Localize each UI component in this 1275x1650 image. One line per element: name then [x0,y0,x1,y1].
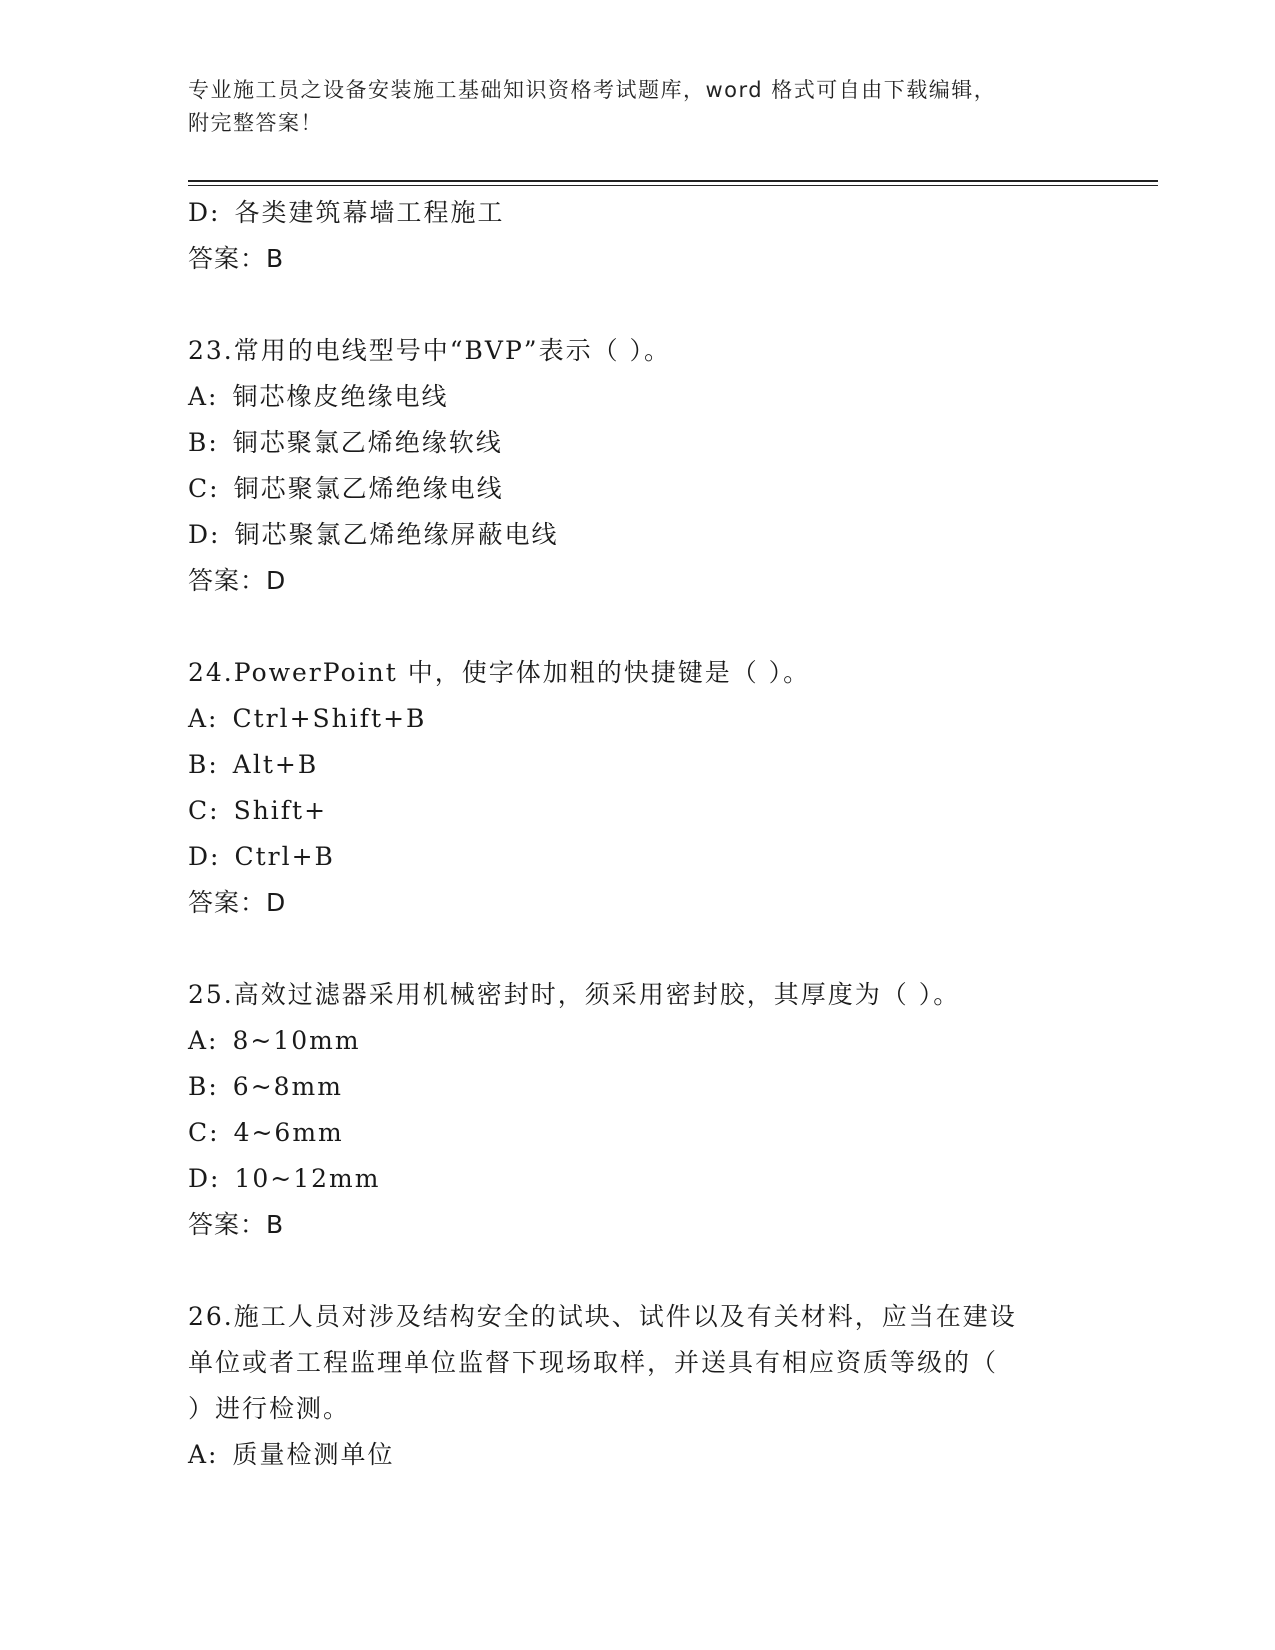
question-stem-line-3: ）进行检测。 [188,1394,351,1423]
option-a: A: 质量检测单位 [188,1440,395,1469]
option-a: A: Ctrl+Shift+B [188,704,427,733]
question-list [188,190,1088,1478]
option-d: D: 各类建筑幕墙工程施工 [188,198,505,227]
option-b: B: 铜芯聚氯乙烯绝缘软线 [188,428,503,457]
option-c: C: 4~6mm [188,1118,344,1147]
question-stem: 25.高效过滤器采用机械密封时，须采用密封胶，其厚度为（ ）。 [188,980,961,1009]
question-stem: 23.常用的电线型号中“BVP”表示（ ）。 [188,336,672,365]
header-divider-thick [188,180,1158,182]
header-line-2: 附完整答案！ [188,111,323,135]
option-c: C: Shift+ [188,796,328,825]
option-d: D: 10~12mm [188,1164,381,1193]
option-d: D: Ctrl+B [188,842,335,871]
question-stem-line-2: 单位或者工程监理单位监督下现场取样，并送具有相应资质等级的（ [188,1348,999,1377]
option-b: B: 6~8mm [188,1072,343,1101]
option-b: B: Alt+B [188,750,319,779]
answer-line: 答案：D [188,566,287,595]
option-c: C: 铜芯聚氯乙烯绝缘电线 [188,474,504,503]
answer-line: 答案：B [188,1210,285,1239]
option-d: D: 铜芯聚氯乙烯绝缘屏蔽电线 [188,520,559,549]
document-header [188,74,1088,140]
option-a: A: 8~10mm [188,1026,361,1055]
header-divider-thin [188,185,1158,186]
option-a: A: 铜芯橡皮绝缘电线 [188,382,449,411]
question-stem: 24.PowerPoint 中，使字体加粗的快捷键是（ ）。 [188,658,811,687]
header-line-1: 专业施工员之设备安装施工基础知识资格考试题库，word 格式可自由下载编辑， [188,78,997,102]
answer-line: 答案：D [188,888,287,917]
question-stem-line-1: 26.施工人员对涉及结构安全的试块、试件以及有关材料，应当在建设 [188,1302,1017,1331]
answer-line: 答案：B [188,244,285,273]
